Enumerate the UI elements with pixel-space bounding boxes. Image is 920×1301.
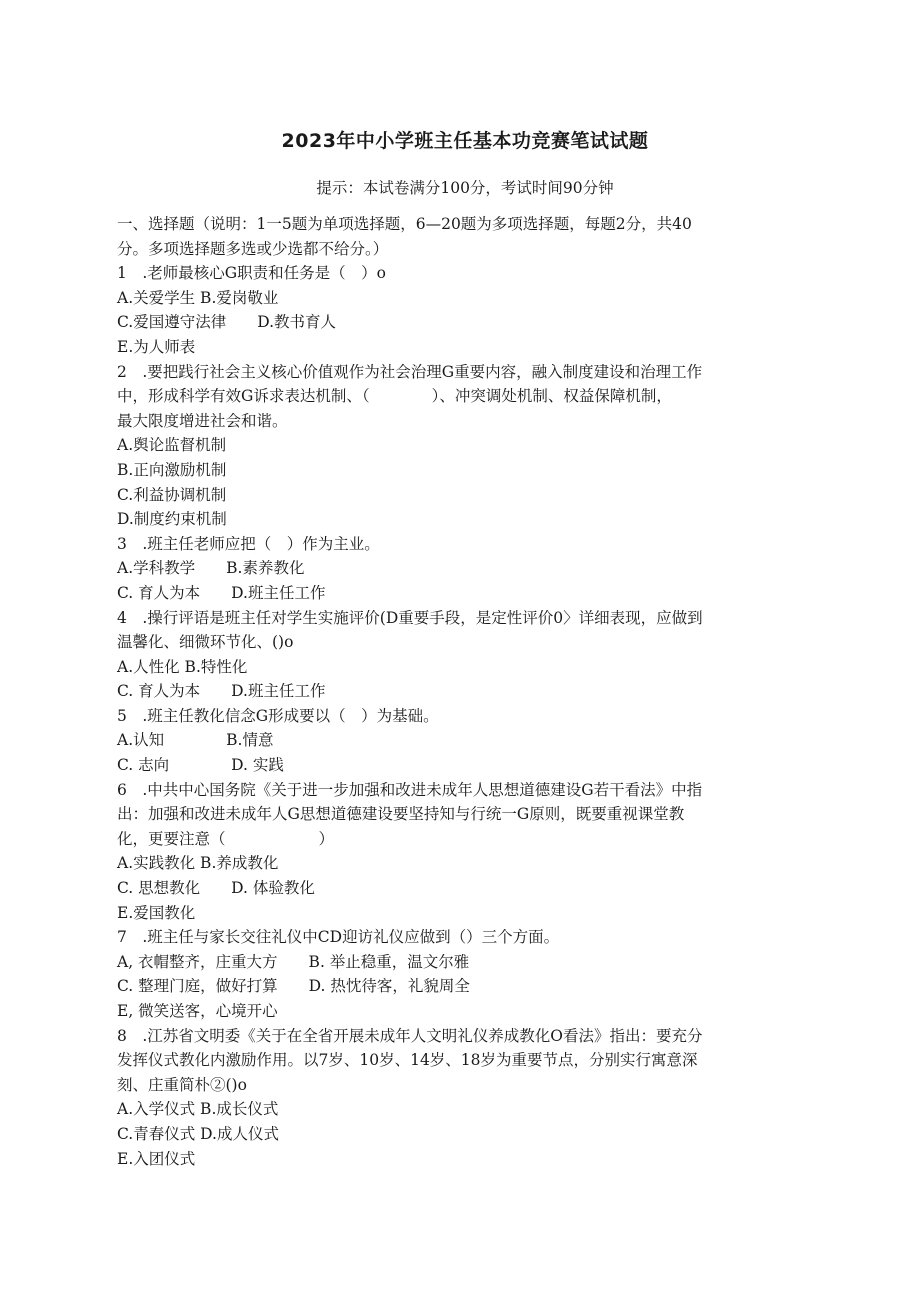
exam-title: 2023年中小学班主任基本功竞赛笔试试题 bbox=[281, 130, 649, 152]
text-line: A.实践教化 B.养成教化 bbox=[117, 854, 279, 873]
exam-hint: 提示：本试卷满分100分，考试时间90分钟 bbox=[316, 179, 614, 197]
text-line: C. 思想教化 D. 体验教化 bbox=[117, 879, 315, 898]
text-line: E.爱国教化 bbox=[117, 903, 196, 922]
text-line: A.舆论监督机制 bbox=[117, 436, 227, 455]
text-line: A, 衣帽整齐，庄重大方 B. 举止稳重，温文尔雅 bbox=[117, 952, 470, 971]
text-line: A.人性化 B.特性化 bbox=[117, 657, 248, 676]
text-line: A.关爱学生 B.爱岗敬业 bbox=[117, 288, 279, 307]
text-line: E.入团仪式 bbox=[117, 1149, 196, 1168]
exam-body bbox=[117, 212, 817, 1171]
text-line: 1 .老师最核心G职责和任务是（ ）o bbox=[117, 264, 387, 283]
text-line: E, 微笑送客，心境开心 bbox=[117, 1002, 278, 1020]
text-line: 6 .中共中心国务院《关于进一步加强和改进未成年人思想道德建设G若干看法》中指 bbox=[117, 780, 703, 799]
text-line: A.认知 B.情意 bbox=[117, 731, 274, 750]
text-line: C. 育人为本 D.班主任工作 bbox=[117, 682, 326, 701]
text-line: B.正向激励机制 bbox=[117, 460, 227, 479]
text-line: 2 .要把践行社会主义核心价值观作为社会治理G重要内容，融入制度建设和治理工作 bbox=[117, 362, 703, 381]
text-line: C. 育人为本 D.班主任工作 bbox=[117, 583, 326, 602]
text-line: D.制度约束机制 bbox=[117, 510, 227, 529]
text-line: C.利益协调机制 bbox=[117, 485, 227, 504]
text-line: 一、选择题（说明：1一5题为单项选择题，6—20题为多项选择题，每题2分，共40 bbox=[117, 215, 692, 233]
text-line: C.爱国遵守法律 D.教书育人 bbox=[117, 313, 337, 332]
text-line: 分。多项选择题多选或少选都不给分。） bbox=[117, 239, 389, 258]
text-line: C.青春仪式 D.成人仪式 bbox=[117, 1124, 279, 1143]
text-line: C. 志向 D. 实践 bbox=[117, 756, 284, 775]
text-line: 发挥仪式教化内激励作用。以7岁、10岁、14岁、18岁为重要节点，分别实行寓意深 bbox=[117, 1051, 698, 1070]
text-line: 化，更要注意（ ） bbox=[117, 829, 335, 848]
text-line: C. 整理门庭，做好打算 D. 热忱待客，礼貌周全 bbox=[117, 977, 470, 996]
text-line: 中，形成科学有效G诉求表达机制、（ ）、冲突调处机制、权益保障机制， bbox=[117, 387, 672, 406]
text-line: A.入学仪式 B.成长仪式 bbox=[117, 1100, 279, 1119]
text-line: 刻、庄重简朴②()o bbox=[117, 1075, 247, 1094]
text-line: A.学科教学 B.素养教化 bbox=[117, 559, 305, 578]
text-line: E.为人师表 bbox=[117, 337, 196, 356]
text-line: 温馨化、细微环节化、()o bbox=[117, 633, 294, 652]
text-line: 8 .江苏省文明委《关于在全省开展未成年人文明礼仪养成教化O看法》指出：要充分 bbox=[117, 1026, 703, 1045]
text-line: 4 .操行评语是班主任对学生实施评价(D重要手段，是定性评价0〉详细表现，应做到 bbox=[117, 608, 703, 627]
text-line: 5 .班主任教化信念G形成要以（ ）为基础。 bbox=[117, 706, 439, 725]
text-line: 最大限度增进社会和谐。 bbox=[117, 411, 288, 430]
text-line: 出：加强和改进未成年人G思想道德建设要坚持知与行统一G原则，既要重视课堂教 bbox=[117, 805, 685, 824]
text-line: 3 .班主任老师应把（ ）作为主业。 bbox=[117, 534, 380, 553]
text-line: 7 .班主任与家长交往礼仪中CD迎访礼仪应做到（）三个方面。 bbox=[117, 928, 560, 947]
